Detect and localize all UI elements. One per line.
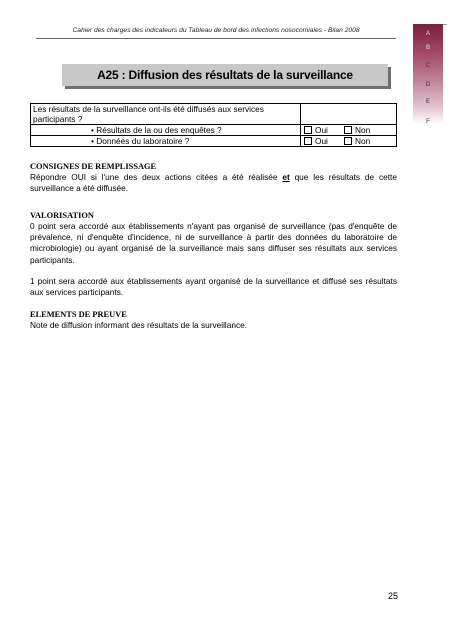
option-non-resultats[interactable]: Non xyxy=(344,125,370,135)
consignes-title: CONSIGNES DE REMPLISSAGE xyxy=(30,162,157,171)
valorisation-title: VALORISATION xyxy=(30,211,94,220)
grade-strip xyxy=(413,24,443,152)
page-number: 25 xyxy=(388,591,399,601)
question-item-row xyxy=(31,136,397,147)
grade-tick xyxy=(443,24,447,25)
question-empty-cell xyxy=(300,104,396,125)
question-text: Les résultats de la surveillance ont-ils été diffusés aux services participants ? xyxy=(31,104,301,125)
preuve-text: Note de diffusion informant des résultats de la surveillance. xyxy=(30,320,248,330)
section-title: A25 : Diffusion des résultats de la surveillance xyxy=(62,64,388,86)
valorisation-section xyxy=(30,210,397,298)
grade-letter-f: F xyxy=(426,119,430,125)
question-item-row xyxy=(31,125,397,136)
header-rule xyxy=(36,38,396,39)
checkbox-icon[interactable] xyxy=(304,126,312,134)
item-label-laboratoire: • Données du laboratoire ? xyxy=(91,136,190,146)
checkbox-icon[interactable] xyxy=(344,137,352,145)
item-label-resultats: • Résultats de la ou des enquêtes ? xyxy=(91,125,222,135)
consignes-emphasis: et xyxy=(282,172,290,182)
valorisation-paragraph-1: 0 point sera accordé aux établissements n'ayant pas organisé de surveillance (pas d'enquête de prévalence, ni d'enquête d'incidence, ni de surveillance à partir des données du laboratoire de microbiologie) ou ayant organisé de la surveillance mais sans diffuser ses résultats aux services participants. xyxy=(30,221,397,265)
checkbox-icon[interactable] xyxy=(344,126,352,134)
grade-letter-b: B xyxy=(425,45,430,51)
grade-letter-a: A xyxy=(425,31,430,37)
consignes-section xyxy=(30,161,397,194)
consignes-text: Répondre OUI si l'une des deux actions citées a été réalisée et que les résultats de cette surveillance a été diffusée. xyxy=(30,172,397,194)
grade-letter-c: C xyxy=(425,63,431,69)
question-table xyxy=(30,103,397,147)
running-header: Cahier des charges des indicateurs du Tableau de bord des infections nosocomiales - Bilan 2008 xyxy=(72,27,360,34)
grade-letter-d: D xyxy=(425,82,431,88)
option-oui-laboratoire[interactable]: Oui xyxy=(304,136,344,146)
option-oui-resultats[interactable]: Oui xyxy=(304,125,344,135)
grade-letter-e: E xyxy=(425,99,430,105)
option-non-laboratoire[interactable]: Non xyxy=(344,136,370,146)
valorisation-paragraph-2: 1 point sera accordé aux établissements ayant organisé de la surveillance et diffusé ses résultats aux services participants. xyxy=(30,275,397,298)
preuve-title: ELEMENTS DE PREUVE xyxy=(30,310,127,319)
checkbox-icon[interactable] xyxy=(304,137,312,145)
grade-gradient xyxy=(413,24,443,124)
question-row xyxy=(31,104,397,125)
preuve-section xyxy=(30,309,397,331)
